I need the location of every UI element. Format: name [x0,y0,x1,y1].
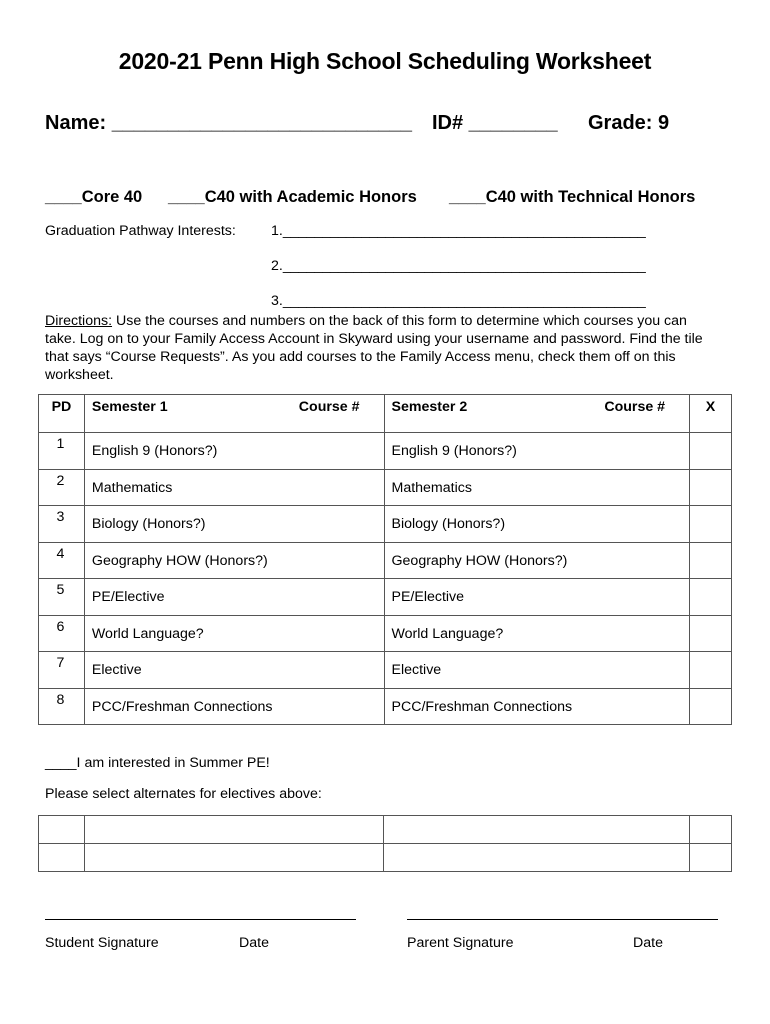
table-row [39,844,732,872]
grade-label: Grade: 9 [588,112,670,134]
alternate-cell [690,844,732,872]
alternate-cell [84,816,384,844]
semester-2-course: Elective [384,652,690,689]
pathway-line-3: 3.______________________________________________ [271,293,646,309]
semester-1-course: PE/Elective [84,579,384,616]
id-field-label: ID# ________ [432,112,558,134]
check-cell [690,469,732,506]
alternate-cell [384,816,690,844]
check-cell [690,433,732,470]
schedule-table [38,394,732,725]
period-number: 1 [39,433,85,470]
semester-1-course: Mathematics [84,469,384,506]
semester-1-course: English 9 (Honors?) [84,433,384,470]
semester-2-course: World Language? [384,615,690,652]
table-row [39,615,732,652]
directions [45,312,715,384]
semester-2-course: Mathematics [384,469,690,506]
semester-1-course: Geography HOW (Honors?) [84,542,384,579]
check-cell [690,652,732,689]
semester-2-course: PCC/Freshman Connections [384,688,690,725]
period-number: 5 [39,579,85,616]
check-cell [690,615,732,652]
table-row [39,688,732,725]
header-pd: PD [39,395,85,433]
table-row [39,506,732,543]
option-core40: ____Core 40 [45,188,143,206]
table-row [39,816,732,844]
directions-text: Use the courses and numbers on the back of this form to determine which courses you can take. Log on to your Family Access Account in Skyward using your username and password. Find the tile that says “Course Requests”. As you add courses to the Family Access menu, check them off on this worksheet. [45,313,703,383]
semester-2-course: Biology (Honors?) [384,506,690,543]
parent-signature-line [407,919,718,920]
semester-1-course: Biology (Honors?) [84,506,384,543]
period-number: 4 [39,542,85,579]
alternate-cell [39,844,85,872]
check-cell [690,506,732,543]
alternates-table [38,815,732,872]
pathway-line-1: 1.______________________________________________ [271,223,646,239]
semester-1-course: PCC/Freshman Connections [84,688,384,725]
header-semester-2 [384,395,690,433]
check-cell [690,688,732,725]
schedule-header-row [39,395,732,433]
option-technical-honors: ____C40 with Technical Honors [449,188,696,206]
alternates-label: Please select alternates for electives above: [45,786,322,802]
parent-signature-label: Parent Signature [407,935,514,951]
check-cell [690,579,732,616]
pathway-label: Graduation Pathway Interests: [45,223,236,239]
period-number: 7 [39,652,85,689]
table-row [39,542,732,579]
directions-label: Directions: [45,313,113,329]
semester-1-course: Elective [84,652,384,689]
pathway-line-2: 2.______________________________________________ [271,258,646,274]
header-semester-1-label: Semester 1 [91,399,168,415]
student-signature-label: Student Signature [45,935,159,951]
semester-2-course: Geography HOW (Honors?) [384,542,690,579]
name-field-label: Name: ___________________________ [45,112,413,134]
period-number: 8 [39,688,85,725]
period-number: 3 [39,506,85,543]
summer-pe-option: ____I am interested in Summer PE! [45,755,270,771]
option-academic-honors: ____C40 with Academic Honors [168,188,417,206]
semester-2-course: English 9 (Honors?) [384,433,690,470]
student-date-label: Date [239,935,269,951]
alternate-cell [84,844,384,872]
header-semester-1 [84,395,384,433]
student-signature-line [45,919,356,920]
table-row [39,652,732,689]
table-row [39,469,732,506]
parent-date-label: Date [633,935,663,951]
table-row [39,579,732,616]
period-number: 6 [39,615,85,652]
page-title: 2020-21 Penn High School Scheduling Worksheet [118,48,652,74]
header-x: X [690,395,732,433]
check-cell [690,542,732,579]
alternate-cell [384,844,690,872]
header-semester-2-label: Semester 2 [391,399,468,415]
semester-1-course: World Language? [84,615,384,652]
alternate-cell [690,816,732,844]
header-course-1-label: Course # [298,399,360,415]
semester-2-course: PE/Elective [384,579,690,616]
alternate-cell [39,816,85,844]
table-row [39,433,732,470]
header-course-2-label: Course # [604,399,666,415]
period-number: 2 [39,469,85,506]
